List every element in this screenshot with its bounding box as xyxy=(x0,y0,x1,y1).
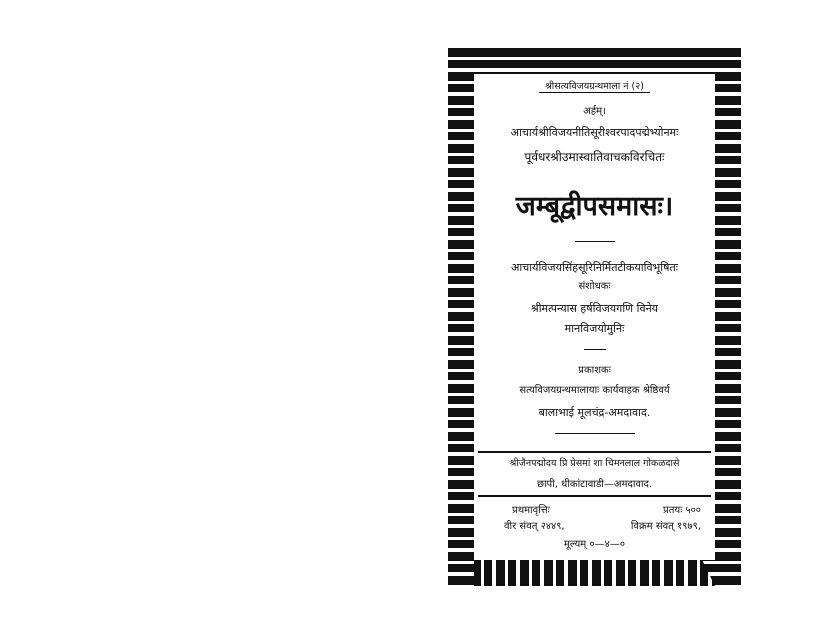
rule-bottom xyxy=(478,495,711,497)
series-text: श्रीसत्यविजयग्रन्थमाला नं (२) xyxy=(539,81,650,93)
series-name xyxy=(474,80,715,94)
commentary-line: आचार्यविजयसिंहसूरिनिर्मितटीकयाविभूषितः xyxy=(511,261,678,274)
rule-top xyxy=(478,451,711,453)
publisher-line-2: बालाभाई मूलचंद्र-अमदावाद. xyxy=(538,406,651,419)
editor-line-2: मानविजयोमुनिः xyxy=(564,322,625,335)
title-page xyxy=(474,74,715,560)
author-line: पूर्वधरश्रीउमास्वातिवाचकविरचितः xyxy=(524,150,665,164)
salutation: आचार्यश्रीविजयनीतिसूरीश्वरपादपद्मेभ्योनमः xyxy=(510,126,679,139)
book-title: जम्बूद्वीपसमासः। xyxy=(515,191,674,222)
editor-line-1: श्रीमत्पन्यास हर्षविजयगणि विनेय xyxy=(530,302,659,315)
vira-samvat: वीर संवत् २४४९, xyxy=(504,521,565,532)
copies: प्रतयः ५०० xyxy=(663,505,701,516)
vikram-samvat: विक्रम संवत् १९७९, xyxy=(630,521,701,532)
divider xyxy=(584,349,606,350)
printer-line-1: श्रीजैनपद्मोदय प्रि प्रेसमां शा चिमनलाल गोकळदासे xyxy=(509,458,680,469)
edition: प्रथमावृत्तिः xyxy=(512,505,550,516)
price: मूल्यम् ०—४—० xyxy=(563,539,626,550)
invocation: अर्हम्। xyxy=(583,106,606,117)
ornament-divider-2 xyxy=(555,433,635,434)
publisher-line-1: सत्यविजयग्रन्थमालायाः कार्यवाहक श्रेष्ठिवर्य xyxy=(519,385,670,396)
publisher-label: प्रकाशकः xyxy=(578,365,611,376)
printer-line-2: छापी, धीकांटावाडी—अमदावाद. xyxy=(536,479,653,490)
editor-label: संशोधकः xyxy=(578,281,611,292)
ornament-divider xyxy=(575,241,615,242)
